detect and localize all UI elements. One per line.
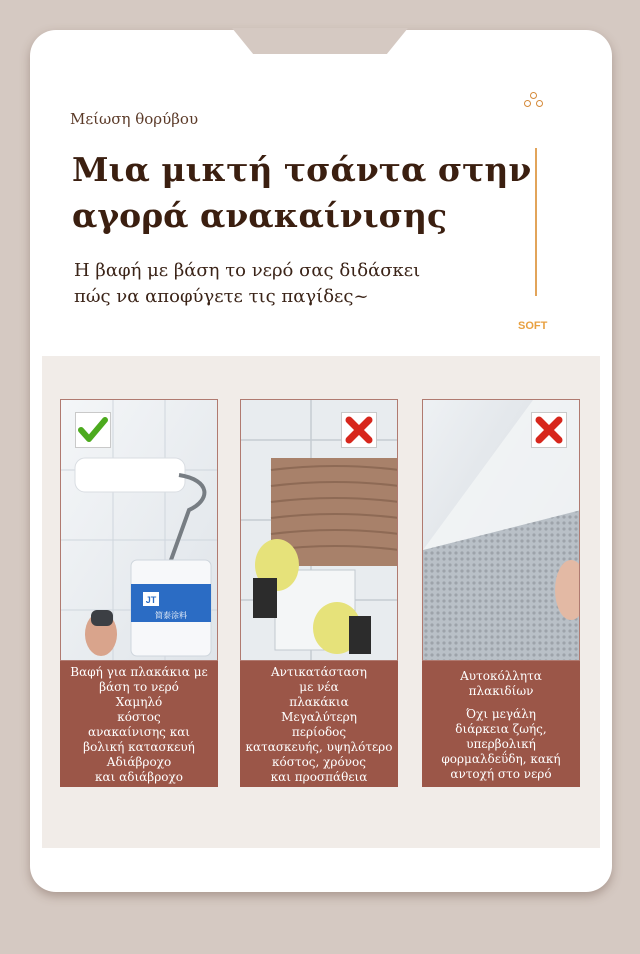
comparison-item-paint [60,399,218,789]
desc-line-2: πώς να αποφύγετε τις παγίδες~ [74,286,369,307]
caption-line [424,699,578,707]
caption-line: φορμαλδεΰδη, κακή [441,752,561,766]
caption-retile [240,661,398,787]
caption-line: κόστος [117,710,161,724]
title-line-1: Μια μικτή τσάντα στην [72,150,532,189]
caption-stickers [422,661,580,787]
caption-line: βολική κατασκευή [83,740,195,754]
cross-icon [341,412,377,448]
caption-line: Χαμηλό [115,695,163,709]
check-icon [75,412,111,448]
caption-line: Όχι μεγάλη [466,707,536,721]
caption-line: κόστος, χρόνος [272,755,366,769]
caption-line: πλακάκια [289,695,349,709]
caption-line: Αδιάβροχο [106,755,172,769]
caption-line: διάρκεια ζωής, [455,722,547,736]
paint-roller-photo [60,399,218,661]
caption-line: αντοχή στο νερό [450,767,552,781]
caption-line: υπερβολική [466,737,536,751]
caption-line: και αδιάβροχο [95,770,183,784]
brand-tag: SOFT [518,320,548,332]
bucket-logo: JT [145,595,157,605]
bucket-label: 简泰涂料 [155,611,187,620]
caption-line: Βαφή για πλακάκια με [70,665,208,679]
desc-line-1: Η βαφή με βάση το νερό σας διδάσκει [74,260,421,281]
page-description [74,258,514,310]
comparison-item-retile [240,399,398,789]
section-subtitle: Μείωση θορύβου [70,110,199,128]
page-title [72,147,532,239]
dots-decoration-icon [524,92,544,110]
caption-line: πλακιδίων [468,684,534,698]
caption-line: Μεγαλύτερη [281,710,357,724]
title-line-2: αγορά ανακαίνισης [72,196,448,235]
comparison-item-stickers [422,399,580,789]
caption-line: βάση το νερό [99,680,179,694]
card-notch [232,28,408,54]
caption-line: Αυτοκόλλητα [460,669,542,683]
caption-line: περίοδος [291,725,347,739]
tile-sticker-photo [422,399,580,661]
caption-line: με νέα [299,680,339,694]
accent-line [535,148,537,296]
caption-line: Αντικατάσταση [271,665,367,679]
cross-icon [531,412,567,448]
caption-line: ανακαίνισης και [87,725,191,739]
caption-paint [60,661,218,787]
caption-line: και προσπάθεια [270,770,368,784]
tile-replacement-photo [240,399,398,661]
caption-line: κατασκευής, υψηλότερο [245,740,393,754]
